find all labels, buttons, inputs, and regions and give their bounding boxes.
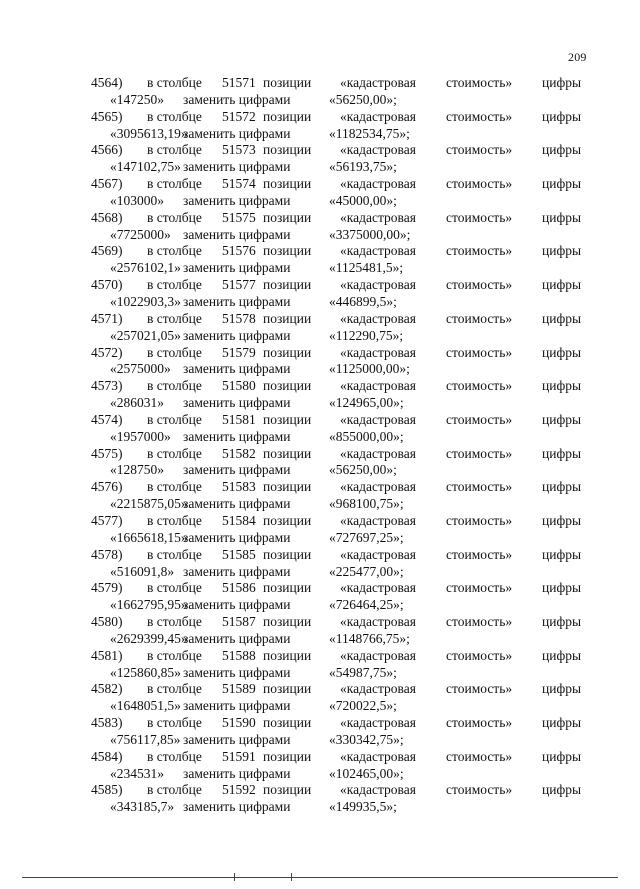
entry-line-2 bbox=[0, 461, 640, 478]
position-number: 51575 bbox=[222, 209, 256, 225]
cost-label: стоимость» bbox=[446, 344, 513, 360]
entry-number: 4566) bbox=[91, 142, 123, 158]
in-column-label: в столбце bbox=[147, 277, 202, 293]
old-value: «516091,8» bbox=[110, 563, 175, 579]
amendment-entry bbox=[0, 546, 640, 580]
entry-line-2 bbox=[0, 697, 640, 714]
entry-number: 4584) bbox=[91, 748, 123, 764]
cost-label: стоимость» bbox=[446, 277, 513, 293]
position-number: 51586 bbox=[222, 580, 256, 596]
entry-line-2 bbox=[0, 360, 640, 377]
replace-label: заменить цифрами bbox=[183, 799, 291, 815]
in-column-label: в столбце bbox=[147, 681, 202, 697]
position-number: 51589 bbox=[222, 681, 256, 697]
in-column-label: в столбце bbox=[147, 580, 202, 596]
entry-line-1 bbox=[0, 781, 640, 798]
digits-label: цифры bbox=[542, 378, 582, 394]
in-column-label: в столбце bbox=[147, 614, 202, 629]
new-value: «727697,25»; bbox=[329, 529, 404, 545]
entry-line-1 bbox=[0, 74, 640, 91]
cost-label: стоимость» bbox=[446, 142, 513, 158]
cadastral-label: «кадастровая bbox=[340, 411, 416, 427]
entry-line-1 bbox=[0, 579, 640, 596]
position-label: позиции bbox=[263, 782, 312, 798]
new-value: «124965,00»; bbox=[329, 395, 404, 411]
position-label: позиции bbox=[263, 715, 312, 731]
entry-line-1 bbox=[0, 478, 640, 495]
cost-label: стоимость» bbox=[446, 546, 513, 562]
entry-line-1 bbox=[0, 344, 640, 361]
new-value: «102465,00»; bbox=[329, 765, 404, 781]
position-label: позиции bbox=[263, 378, 312, 394]
entry-number: 4564) bbox=[91, 75, 123, 90]
digits-label: цифры bbox=[542, 344, 582, 360]
cadastral-label: «кадастровая bbox=[340, 782, 416, 798]
old-value: «3095613,19» bbox=[110, 125, 188, 141]
in-column-label: в столбце bbox=[147, 782, 202, 798]
entry-line-2 bbox=[0, 259, 640, 276]
replace-label: заменить цифрами bbox=[183, 496, 291, 512]
entry-line-2 bbox=[0, 731, 640, 748]
old-value: «2575000» bbox=[110, 361, 171, 377]
in-column-label: в столбце bbox=[147, 108, 202, 124]
old-value: «286031» bbox=[110, 395, 164, 411]
new-value: «968100,75»; bbox=[329, 496, 404, 512]
replace-label: заменить цифрами bbox=[183, 226, 291, 242]
position-label: позиции bbox=[263, 310, 312, 326]
cadastral-label: «кадастровая bbox=[340, 344, 416, 360]
position-number: 51592 bbox=[222, 782, 256, 798]
entry-line-2 bbox=[0, 630, 640, 647]
position-number: 51590 bbox=[222, 715, 256, 731]
old-value: «1665618,15» bbox=[110, 529, 188, 545]
replace-label: заменить цифрами bbox=[183, 395, 291, 411]
digits-label: цифры bbox=[542, 176, 582, 192]
amendment-entry bbox=[0, 445, 640, 479]
cost-label: стоимость» bbox=[446, 445, 513, 461]
new-value: «1125481,5»; bbox=[329, 260, 404, 276]
entry-line-2 bbox=[0, 327, 640, 344]
amendment-entry bbox=[0, 276, 640, 310]
position-number: 51574 bbox=[222, 176, 256, 192]
digits-label: цифры bbox=[542, 108, 582, 124]
cadastral-label: «кадастровая bbox=[340, 479, 416, 495]
entry-number: 4585) bbox=[91, 782, 123, 798]
cost-label: стоимость» bbox=[446, 512, 513, 528]
entry-number: 4583) bbox=[91, 715, 123, 731]
old-value: «1648051,5» bbox=[110, 698, 181, 714]
amendment-entry bbox=[0, 74, 640, 108]
amendment-entry bbox=[0, 344, 640, 378]
replace-label: заменить цифрами bbox=[183, 260, 291, 276]
amendment-entry bbox=[0, 377, 640, 411]
entry-number: 4569) bbox=[91, 243, 123, 259]
in-column-label: в столбце bbox=[147, 344, 202, 360]
entry-line-2 bbox=[0, 91, 640, 108]
entry-line-2 bbox=[0, 495, 640, 512]
old-value: «125860,85» bbox=[110, 664, 181, 680]
entry-line-1 bbox=[0, 377, 640, 394]
replace-label: заменить цифрами bbox=[183, 462, 291, 478]
new-value: «446899,5»; bbox=[329, 294, 397, 310]
new-value: «1148766,75»; bbox=[329, 630, 410, 646]
entry-line-2 bbox=[0, 529, 640, 546]
entry-line-2 bbox=[0, 428, 640, 445]
entry-line-1 bbox=[0, 714, 640, 731]
entry-number: 4581) bbox=[91, 647, 123, 663]
amendment-entry bbox=[0, 310, 640, 344]
position-label: позиции bbox=[263, 411, 312, 427]
position-label: позиции bbox=[263, 108, 312, 124]
in-column-label: в столбце bbox=[147, 176, 202, 192]
position-number: 51576 bbox=[222, 243, 256, 259]
entry-line-1 bbox=[0, 512, 640, 529]
entry-line-1 bbox=[0, 748, 640, 765]
digits-label: цифры bbox=[542, 445, 582, 461]
entry-line-1 bbox=[0, 310, 640, 327]
position-number: 51578 bbox=[222, 310, 256, 326]
old-value: «1022903,3» bbox=[110, 294, 181, 310]
new-value: «45000,00»; bbox=[329, 192, 397, 208]
page-bottom-rule bbox=[22, 877, 618, 878]
in-column-label: в столбце bbox=[147, 445, 202, 461]
position-label: позиции bbox=[263, 748, 312, 764]
cadastral-label: «кадастровая bbox=[340, 209, 416, 225]
in-column-label: в столбце bbox=[147, 546, 202, 562]
replace-label: заменить цифрами bbox=[183, 529, 291, 545]
entry-line-1 bbox=[0, 276, 640, 293]
old-value: «147250» bbox=[110, 91, 164, 107]
entry-line-2 bbox=[0, 394, 640, 411]
position-label: позиции bbox=[263, 176, 312, 192]
cost-label: стоимость» bbox=[446, 479, 513, 495]
amendment-entry bbox=[0, 512, 640, 546]
in-column-label: в столбце bbox=[147, 378, 202, 394]
entry-number: 4576) bbox=[91, 479, 123, 495]
digits-label: цифры bbox=[542, 546, 582, 562]
in-column-label: в столбце bbox=[147, 512, 202, 528]
new-value: «330342,75»; bbox=[329, 731, 404, 747]
replace-label: заменить цифрами bbox=[183, 192, 291, 208]
cadastral-label: «кадастровая bbox=[340, 142, 416, 158]
in-column-label: в столбце bbox=[147, 209, 202, 225]
position-label: позиции bbox=[263, 580, 312, 596]
replace-label: заменить цифрами bbox=[183, 91, 291, 107]
position-label: позиции bbox=[263, 681, 312, 697]
new-value: «56250,00»; bbox=[329, 91, 397, 107]
position-label: позиции bbox=[263, 614, 312, 629]
cost-label: стоимость» bbox=[446, 378, 513, 394]
amendment-entry bbox=[0, 613, 640, 647]
old-value: «343185,7» bbox=[110, 799, 175, 815]
entry-line-2 bbox=[0, 563, 640, 580]
position-number: 51587 bbox=[222, 614, 256, 629]
old-value: «234531» bbox=[110, 765, 164, 781]
new-value: «225477,00»; bbox=[329, 563, 404, 579]
position-number: 51585 bbox=[222, 546, 256, 562]
page-number: 209 bbox=[568, 50, 587, 64]
entry-line-2 bbox=[0, 125, 640, 142]
entry-number: 4580) bbox=[91, 614, 123, 629]
digits-label: цифры bbox=[542, 512, 582, 528]
new-value: «56193,75»; bbox=[329, 159, 397, 175]
replace-label: заменить цифрами bbox=[183, 327, 291, 343]
cost-label: стоимость» bbox=[446, 715, 513, 731]
cadastral-label: «кадастровая bbox=[340, 546, 416, 562]
digits-label: цифры bbox=[542, 479, 582, 495]
amendment-entry bbox=[0, 242, 640, 276]
position-number: 51571 bbox=[222, 75, 256, 90]
entry-line-1 bbox=[0, 141, 640, 158]
replace-label: заменить цифрами bbox=[183, 698, 291, 714]
in-column-label: в столбце bbox=[147, 715, 202, 731]
entry-line-2 bbox=[0, 596, 640, 613]
entry-number: 4567) bbox=[91, 176, 123, 192]
old-value: «2629399,45» bbox=[110, 630, 188, 646]
cadastral-label: «кадастровая bbox=[340, 75, 416, 90]
entry-line-1 bbox=[0, 613, 640, 630]
position-number: 51583 bbox=[222, 479, 256, 495]
entry-number: 4573) bbox=[91, 378, 123, 394]
entry-line-2 bbox=[0, 192, 640, 209]
cadastral-label: «кадастровая bbox=[340, 647, 416, 663]
new-value: «720022,5»; bbox=[329, 698, 397, 714]
position-label: позиции bbox=[263, 479, 312, 495]
replace-label: заменить цифрами bbox=[183, 765, 291, 781]
new-value: «855000,00»; bbox=[329, 428, 404, 444]
cadastral-label: «кадастровая bbox=[340, 378, 416, 394]
cost-label: стоимость» bbox=[446, 614, 513, 629]
replace-label: заменить цифрами bbox=[183, 731, 291, 747]
digits-label: цифры bbox=[542, 614, 582, 629]
cadastral-label: «кадастровая bbox=[340, 277, 416, 293]
cost-label: стоимость» bbox=[446, 75, 513, 90]
page-bottom-tick bbox=[234, 873, 235, 881]
position-label: позиции bbox=[263, 647, 312, 663]
old-value: «103000» bbox=[110, 192, 164, 208]
amendment-entry bbox=[0, 108, 640, 142]
cost-label: стоимость» bbox=[446, 647, 513, 663]
entry-line-1 bbox=[0, 175, 640, 192]
entry-line-2 bbox=[0, 765, 640, 782]
amendment-entry bbox=[0, 579, 640, 613]
cadastral-label: «кадастровая bbox=[340, 715, 416, 731]
amendment-entry bbox=[0, 141, 640, 175]
entry-line-2 bbox=[0, 158, 640, 175]
position-number: 51584 bbox=[222, 512, 256, 528]
digits-label: цифры bbox=[542, 715, 582, 731]
replace-label: заменить цифрами bbox=[183, 159, 291, 175]
digits-label: цифры bbox=[542, 411, 582, 427]
entry-number: 4578) bbox=[91, 546, 123, 562]
in-column-label: в столбце bbox=[147, 142, 202, 158]
old-value: «1957000» bbox=[110, 428, 171, 444]
amendment-entry bbox=[0, 781, 640, 815]
digits-label: цифры bbox=[542, 647, 582, 663]
entry-number: 4582) bbox=[91, 681, 123, 697]
position-number: 51573 bbox=[222, 142, 256, 158]
entry-number: 4570) bbox=[91, 277, 123, 293]
entry-number: 4577) bbox=[91, 512, 123, 528]
new-value: «1182534,75»; bbox=[329, 125, 410, 141]
digits-label: цифры bbox=[542, 748, 582, 764]
position-number: 51580 bbox=[222, 378, 256, 394]
digits-label: цифры bbox=[542, 243, 582, 259]
amendment-entry bbox=[0, 680, 640, 714]
amendment-entry bbox=[0, 647, 640, 681]
in-column-label: в столбце bbox=[147, 479, 202, 495]
entry-line-1 bbox=[0, 108, 640, 125]
old-value: «257021,05» bbox=[110, 327, 181, 343]
cost-label: стоимость» bbox=[446, 209, 513, 225]
new-value: «56250,00»; bbox=[329, 462, 397, 478]
cadastral-label: «кадастровая bbox=[340, 108, 416, 124]
entry-line-2 bbox=[0, 798, 640, 815]
old-value: «1662795,95» bbox=[110, 597, 188, 613]
entry-line-1 bbox=[0, 411, 640, 428]
cost-label: стоимость» bbox=[446, 108, 513, 124]
cadastral-label: «кадастровая bbox=[340, 445, 416, 461]
digits-label: цифры bbox=[542, 782, 582, 798]
position-number: 51591 bbox=[222, 748, 256, 764]
digits-label: цифры bbox=[542, 681, 582, 697]
position-label: позиции bbox=[263, 277, 312, 293]
cadastral-label: «кадастровая bbox=[340, 614, 416, 629]
amendment-entry bbox=[0, 411, 640, 445]
entry-number: 4574) bbox=[91, 411, 123, 427]
amendment-entry bbox=[0, 478, 640, 512]
cadastral-label: «кадастровая bbox=[340, 512, 416, 528]
page-bottom-tick bbox=[291, 873, 292, 881]
entry-line-2 bbox=[0, 664, 640, 681]
entry-number: 4565) bbox=[91, 108, 123, 124]
entry-line-1 bbox=[0, 445, 640, 462]
in-column-label: в столбце bbox=[147, 411, 202, 427]
position-number: 51588 bbox=[222, 647, 256, 663]
digits-label: цифры bbox=[542, 75, 582, 90]
old-value: «2576102,1» bbox=[110, 260, 181, 276]
amendment-entry bbox=[0, 748, 640, 782]
cost-label: стоимость» bbox=[446, 681, 513, 697]
cost-label: стоимость» bbox=[446, 411, 513, 427]
cost-label: стоимость» bbox=[446, 243, 513, 259]
amendment-entry bbox=[0, 175, 640, 209]
cadastral-label: «кадастровая bbox=[340, 580, 416, 596]
entry-line-2 bbox=[0, 293, 640, 310]
cost-label: стоимость» bbox=[446, 782, 513, 798]
replace-label: заменить цифрами bbox=[183, 630, 291, 646]
digits-label: цифры bbox=[542, 580, 582, 596]
new-value: «1125000,00»; bbox=[329, 361, 410, 377]
new-value: «54987,75»; bbox=[329, 664, 397, 680]
position-number: 51572 bbox=[222, 108, 256, 124]
old-value: «756117,85» bbox=[110, 731, 181, 747]
in-column-label: в столбце bbox=[147, 748, 202, 764]
cadastral-label: «кадастровая bbox=[340, 176, 416, 192]
position-label: позиции bbox=[263, 445, 312, 461]
cadastral-label: «кадастровая bbox=[340, 310, 416, 326]
digits-label: цифры bbox=[542, 277, 582, 293]
new-value: «726464,25»; bbox=[329, 597, 404, 613]
cadastral-label: «кадастровая bbox=[340, 243, 416, 259]
position-number: 51579 bbox=[222, 344, 256, 360]
old-value: «128750» bbox=[110, 462, 164, 478]
position-label: позиции bbox=[263, 344, 312, 360]
entry-line-1 bbox=[0, 546, 640, 563]
replace-label: заменить цифрами bbox=[183, 428, 291, 444]
cadastral-label: «кадастровая bbox=[340, 681, 416, 697]
entry-number: 4575) bbox=[91, 445, 123, 461]
position-label: позиции bbox=[263, 209, 312, 225]
position-number: 51581 bbox=[222, 411, 256, 427]
old-value: «2215875,05» bbox=[110, 496, 188, 512]
new-value: «112290,75»; bbox=[329, 327, 404, 343]
replace-label: заменить цифрами bbox=[183, 294, 291, 310]
amendment-entry bbox=[0, 209, 640, 243]
entry-number: 4568) bbox=[91, 209, 123, 225]
new-value: «3375000,00»; bbox=[329, 226, 411, 242]
entry-line-1 bbox=[0, 242, 640, 259]
entry-line-1 bbox=[0, 647, 640, 664]
replace-label: заменить цифрами bbox=[183, 361, 291, 377]
replace-label: заменить цифрами bbox=[183, 664, 291, 680]
cadastral-label: «кадастровая bbox=[340, 748, 416, 764]
amendment-list bbox=[0, 74, 640, 815]
in-column-label: в столбце bbox=[147, 647, 202, 663]
entry-line-2 bbox=[0, 226, 640, 243]
position-number: 51582 bbox=[222, 445, 256, 461]
entry-line-1 bbox=[0, 209, 640, 226]
digits-label: цифры bbox=[542, 209, 582, 225]
position-label: позиции bbox=[263, 512, 312, 528]
old-value: «7725000» bbox=[110, 226, 171, 242]
position-label: позиции bbox=[263, 243, 312, 259]
position-label: позиции bbox=[263, 142, 312, 158]
old-value: «147102,75» bbox=[110, 159, 181, 175]
position-label: позиции bbox=[263, 546, 312, 562]
entry-number: 4579) bbox=[91, 580, 123, 596]
position-number: 51577 bbox=[222, 277, 256, 293]
digits-label: цифры bbox=[542, 310, 582, 326]
entry-number: 4572) bbox=[91, 344, 123, 360]
replace-label: заменить цифрами bbox=[183, 563, 291, 579]
in-column-label: в столбце bbox=[147, 310, 202, 326]
entry-line-1 bbox=[0, 680, 640, 697]
new-value: «149935,5»; bbox=[329, 799, 397, 815]
cost-label: стоимость» bbox=[446, 310, 513, 326]
in-column-label: в столбце bbox=[147, 243, 202, 259]
entry-number: 4571) bbox=[91, 310, 123, 326]
position-label: позиции bbox=[263, 75, 312, 90]
in-column-label: в столбце bbox=[147, 75, 202, 90]
replace-label: заменить цифрами bbox=[183, 597, 291, 613]
replace-label: заменить цифрами bbox=[183, 125, 291, 141]
cost-label: стоимость» bbox=[446, 748, 513, 764]
digits-label: цифры bbox=[542, 142, 582, 158]
cost-label: стоимость» bbox=[446, 580, 513, 596]
cost-label: стоимость» bbox=[446, 176, 513, 192]
amendment-entry bbox=[0, 714, 640, 748]
